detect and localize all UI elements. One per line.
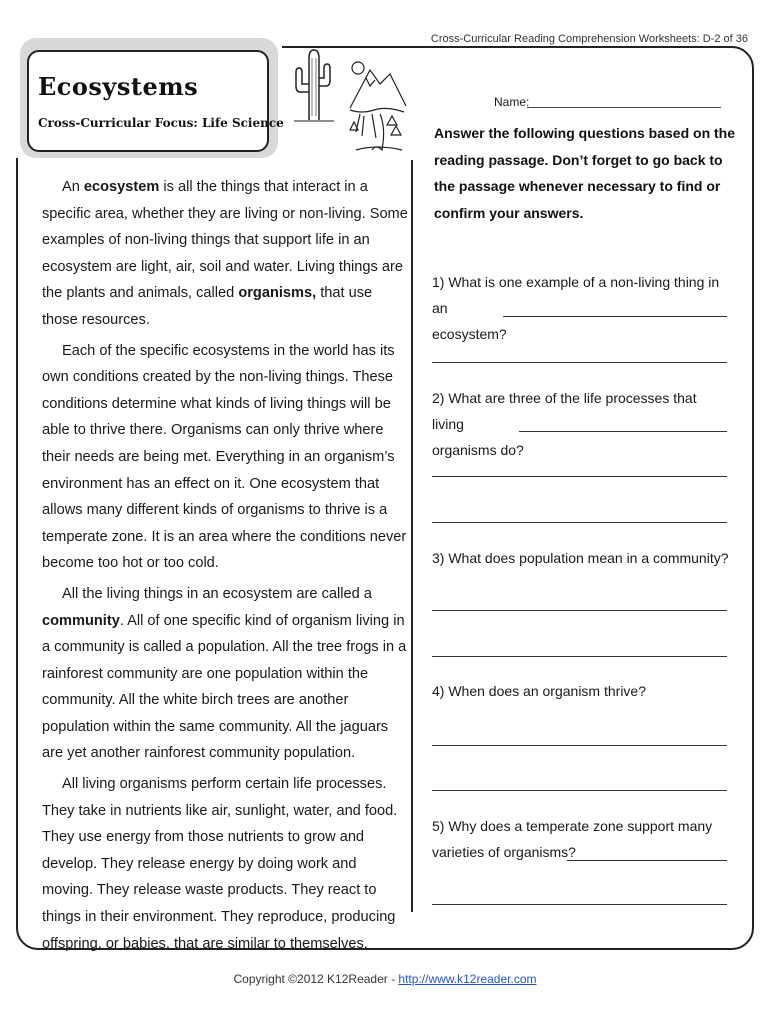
question-2: 2) What are three of the life processes that living organisms do? [432,390,697,458]
answer-line-1a[interactable] [503,316,727,317]
answer-line-5a[interactable] [567,860,727,861]
answer-line-1b[interactable] [432,362,727,363]
worksheet-number: Cross-Curricular Reading Comprehension Worksheets: D-2 of 36 [430,33,748,45]
title-box [27,50,269,152]
k12reader-link[interactable]: http://www.k12reader.com [398,972,537,986]
keyword-community: community [42,612,120,629]
answer-line-2b[interactable] [432,476,727,477]
question-3: 3) What does population mean in a community? [432,550,729,566]
answer-line-4b[interactable] [432,790,727,791]
ecosystem-landscape-illustration [346,52,408,156]
passage-paragraph-2: Each of the specific ecosystems in the world has its own conditions created by the non-living things. These conditions determine what kinds of living things will be able to thrive there. Organisms can only thrive where their needs are being met. Everything in an organism’s environment has an effect on it. One ecosystem that allows many different kinds of organisms to thrive is a temperate zone. It is an area where the conditions never become too hot or too cold. [42,342,407,572]
question-4: 4) When does an organism thrive? [432,683,646,699]
reading-passage [42,174,410,957]
answer-line-2c[interactable] [432,522,727,523]
name-label: Name: [494,95,530,109]
page-title: Ecosystems [38,72,199,101]
answer-line-5b[interactable] [432,904,727,905]
footer [0,972,770,986]
page-subtitle: Cross-Curricular Focus: Life Science [38,116,284,130]
name-field[interactable] [527,107,721,108]
passage-paragraph-3: All the living things in an ecosystem are called a community. All of one specific kind of organism living in a community is called a population. All the tree frogs in a rainforest community are one population within the community. All the white birch trees are another population within the same community. All the jaguars are yet another rainforest community population. [42,585,407,762]
column-divider [411,160,413,912]
passage-paragraph-1: An ecosystem is all the things that interact in a specific area, whether they are living or non-living. Some examples of non-living things that support life in an ecosystem are light, air, soil and water. Living things are the plants and animals, called organisms, that use those resources. [42,179,408,328]
cactus-illustration [288,46,338,124]
passage-paragraph-4: All living organisms perform certain life processes. They take in nutrients like air, sunlight, water, and food. They use energy from those nutrients to grow and develop. They release energy by doing work and moving. They release waste products. They react to things in their environment. They reproduce, producing offspring, or babies, that are similar to themselves. [42,776,398,952]
question-1: 1) What is one example of a non-living thing in an ecosystem? [432,274,720,342]
instructions: Answer the following questions based on the reading passage. Don’t forget to go back to the passage whenever necessary to find or confirm your answers. [434,125,736,221]
keyword-ecosystem: ecosystem [83,179,160,195]
keyword-organisms: organisms, [238,285,317,302]
question-5: 5) Why does a temperate zone support many varieties of organisms? [432,818,713,860]
answer-line-2a[interactable] [519,431,727,432]
answer-line-3b[interactable] [432,656,727,657]
answer-line-4a[interactable] [432,745,727,746]
answer-line-3a[interactable] [432,610,727,611]
copyright-text: Copyright ©2012 K12Reader - [233,972,399,986]
